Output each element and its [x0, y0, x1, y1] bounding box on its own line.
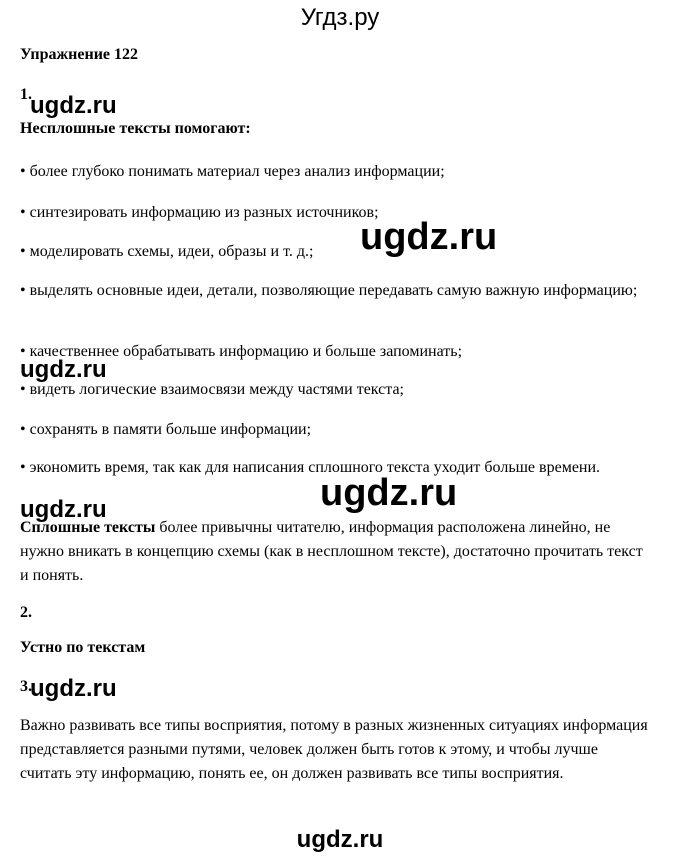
section-1-heading: Несплошные тексты помогают: [20, 120, 251, 137]
section-3-paragraph: Важно развивать все типы восприятия, потому в разных жизненных ситуациях информация представляется разными путями, человек должен быть готов к этому, и чтобы лучше считать эту информацию, понять ее, он должен развивать все типы восприятия. [20, 717, 648, 782]
solid-texts-paragraph [20, 516, 650, 588]
bullet-item: • моделировать схемы, идеи, образы и т. д.; [20, 243, 314, 260]
section-2-number: 2. [20, 604, 32, 621]
watermark-text: ugdz.ru [360, 216, 498, 258]
solid-texts-term: Сплошные тексты [20, 519, 156, 536]
bullet-item: • выделять основные идеи, детали, позволяющие передавать самую важную информацию; [20, 282, 638, 299]
solid-texts-description: более привычны читателю, информация расположена линейно, не нужно вникать в концепцию схемы (как в несплошном тексте), достаточно прочитать текст и понять. [20, 519, 643, 584]
bullet-item: • более глубоко понимать материал через анализ информации; [20, 163, 445, 180]
section-3-number: 3. [20, 678, 32, 695]
watermark-text: ugdz.ru [20, 496, 107, 523]
bullet-item: • качественнее обрабатывать информацию и больше запоминать; [20, 343, 463, 360]
exercise-title: Упражнение 122 [20, 46, 139, 63]
bullet-item: • синтезировать информацию из разных источников; [20, 204, 379, 221]
bullet-item: • экономить время, так как для написания сплошного текста уходит больше времени. [20, 459, 601, 476]
section-2-text: Устно по текстам [20, 639, 146, 656]
bullet-item: • сохранять в памяти больше информации; [20, 421, 312, 438]
watermark-text: ugdz.ru [20, 356, 107, 383]
watermark-text: ugdz.ru [30, 92, 117, 119]
footer-watermark: ugdz.ru [296, 826, 384, 853]
bullet-item: • видеть логические взаимосвязи между частями текста; [20, 381, 404, 398]
section-1-number: 1. [20, 86, 32, 103]
watermark-text: ugdz.ru [320, 472, 458, 514]
site-header: Угдз.ру [300, 4, 380, 31]
watermark-text: ugdz.ru [30, 675, 117, 702]
